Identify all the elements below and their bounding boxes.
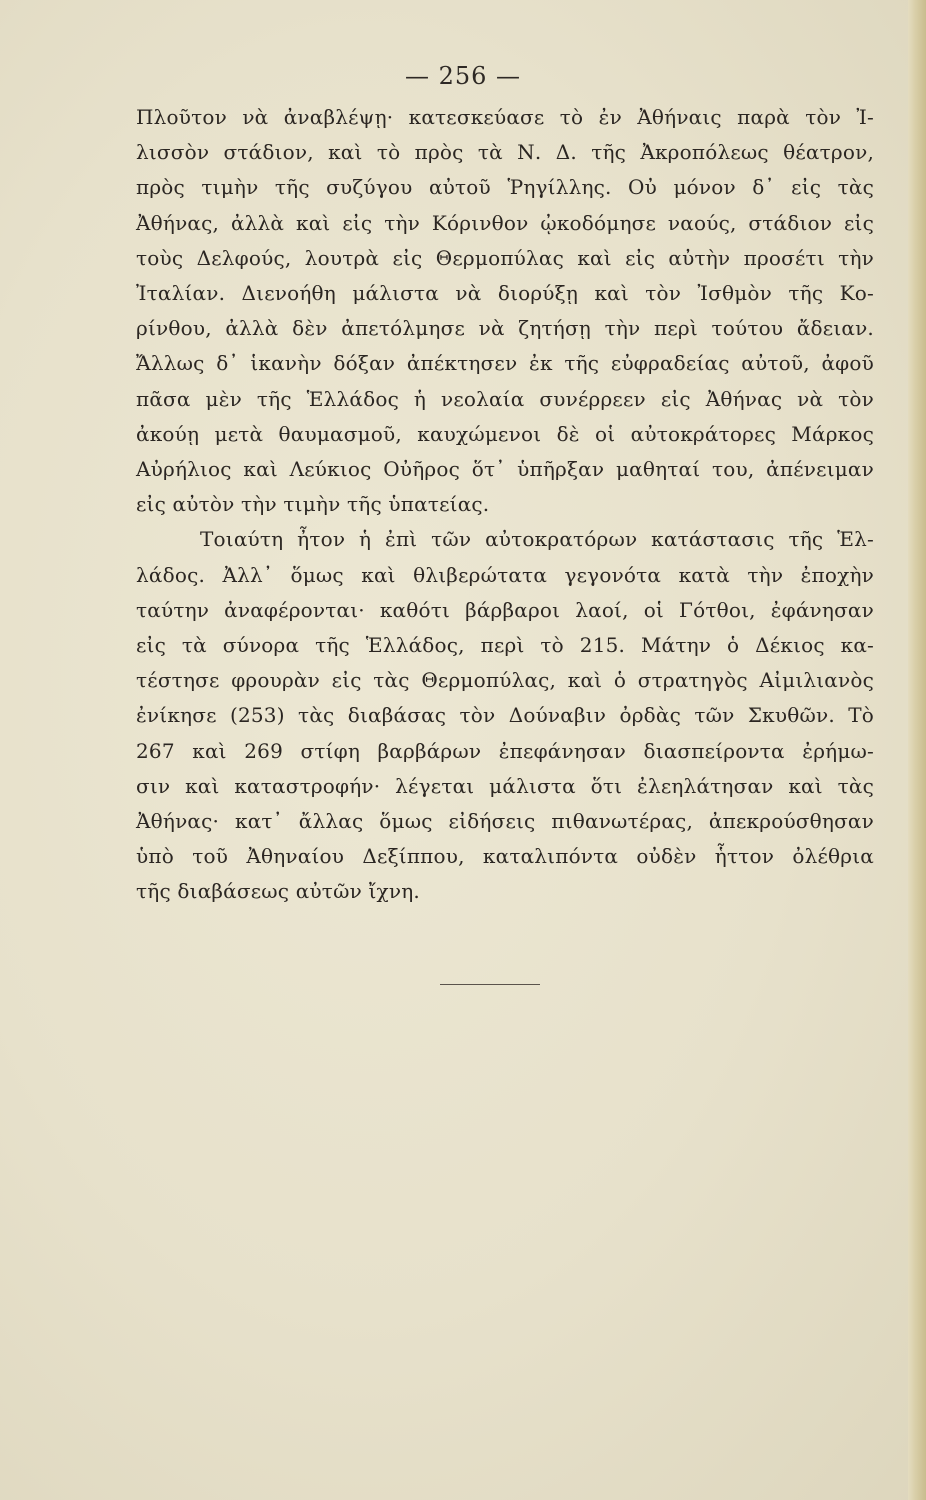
text-line: Ἰταλίαν. Διενοήθη μάλιστα νὰ διορύξῃ καὶ τὸν Ἰσθμὸν τῆς Κο-: [136, 281, 874, 306]
text-line: πρὸς τιμὴν τῆς συζύγου αὐτοῦ Ῥηγίλλης. Οὐ μόνον δ᾿ εἰς τὰς: [136, 175, 874, 200]
page-edge-shadow: [908, 0, 926, 1500]
text-line: Ἄλλως δ᾿ ἱκανὴν δόξαν ἀπέκτησεν ἐκ τῆς εὐφραδείας αὐτοῦ, ἀφοῦ: [136, 351, 874, 376]
text-line: ἀκούῃ μετὰ θαυμασμοῦ, καυχώμενοι δὲ οἱ αὐτοκράτορες Μάρκος: [136, 421, 874, 446]
text-line: ἐνίκησε (253) τὰς διαβάσας τὸν Δούναβιν ὀρδὰς τῶν Σκυθῶν. Τὸ: [136, 703, 874, 728]
text-line: Ἀθήνας· κατ᾿ ἄλλας ὅμως εἰδήσεις πιθανωτέρας, ἀπεκρούσθησαν: [136, 809, 874, 834]
text-line: τοὺς Δελφούς, λουτρὰ εἰς Θερμοπύλας καὶ εἰς αὐτὴν προσέτι τὴν: [136, 245, 874, 270]
text-line: λισσὸν στάδιον, καὶ τὸ πρὸς τὰ Ν. Δ. τῆς Ἀκροπόλεως θέατρον,: [136, 140, 874, 165]
text-line: ὑπὸ τοῦ Ἀθηναίου Δεξίππου, καταλιπόντα οὐδὲν ἧττον ὀλέθρια: [136, 844, 874, 869]
text-line: Ἀθήνας, ἀλλὰ καὶ εἰς τὴν Κόρινθον ᾠκοδόμησε ναούς, στάδιον εἰς: [136, 210, 874, 235]
text-line: ταύτην ἀναφέρονται· καθότι βάρβαροι λαοί, οἱ Γότθοι, ἐφάνησαν: [136, 597, 874, 622]
section-separator-rule: [440, 984, 540, 985]
text-line: ρίνθου, ἀλλὰ δὲν ἀπετόλμησε νὰ ζητήσῃ τὴν περὶ τούτου ἄδειαν.: [136, 316, 874, 341]
text-line: σιν καὶ καταστροφήν· λέγεται μάλιστα ὅτι ἐλεηλάτησαν καὶ τὰς: [136, 773, 874, 798]
text-line: λάδος. Ἀλλ᾿ ὅμως καὶ θλιβερώτατα γεγονότα κατὰ τὴν ἐποχὴν: [136, 562, 874, 587]
paragraph-2: [136, 522, 874, 909]
text-line: εἰς τὰ σύνορα τῆς Ἑλλάδος, περὶ τὸ 215. Μάτην ὁ Δέκιος κα-: [136, 633, 874, 658]
text-line: πᾶσα μὲν τῆς Ἑλλάδος ἡ νεολαία συνέρρεεν εἰς Ἀθήνας νὰ τὸν: [136, 386, 874, 411]
text-line: τῆς διαβάσεως αὐτῶν ἴχνη.: [136, 879, 420, 904]
text-line: τέστησε φρουρὰν εἰς τὰς Θερμοπύλας, καὶ ὁ στρατηγὸς Αἰμιλιανὸς: [136, 668, 874, 693]
text-line: 267 καὶ 269 στίφη βαρβάρων ἐπεφάνησαν διασπείροντα ἐρήμω-: [136, 738, 874, 763]
body-text: [136, 100, 874, 910]
text-line: Πλοῦτον νὰ ἀναβλέψῃ· κατεσκεύασε τὸ ἐν Ἀθήναις παρὰ τὸν Ἰ-: [136, 105, 874, 129]
text-line: Τοιαύτη ἦτον ἡ ἐπὶ τῶν αὐτοκρατόρων κατάστασις τῆς Ἑλ-: [200, 527, 874, 552]
page-number: — 256 —: [404, 62, 522, 90]
text-line: Αὐρήλιος καὶ Λεύκιος Οὐῆρος ὅτ᾿ ὑπῆρξαν μαθηταί του, ἀπένειμαν: [136, 457, 874, 482]
text-line: εἰς αὐτὸν τὴν τιμὴν τῆς ὑπατείας.: [136, 492, 490, 517]
paragraph-1: [136, 100, 874, 522]
